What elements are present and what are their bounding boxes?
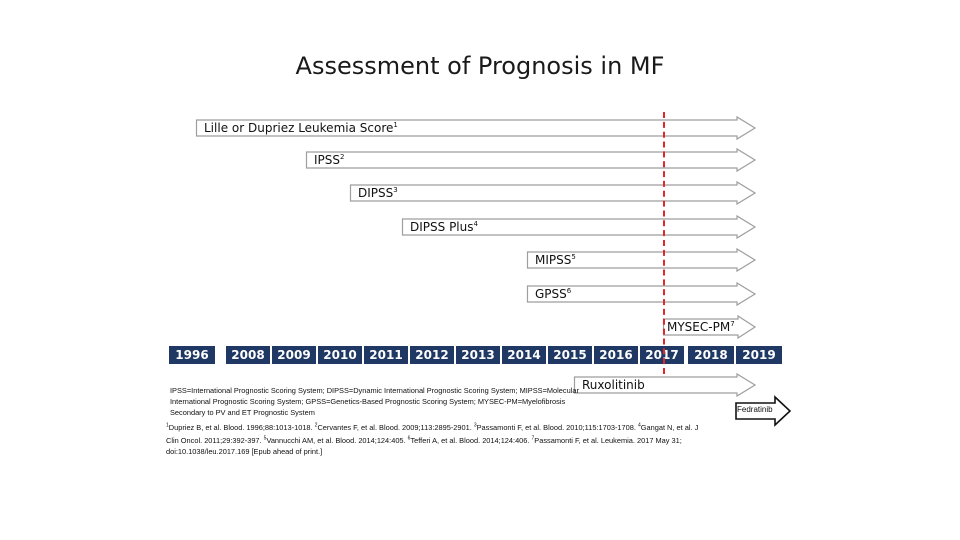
score-ref: 3 <box>393 186 398 194</box>
reference-item: $^7$Passamonti F, et al. Leukemia. 2017 May 31; doi:10.1038/leu.2017.169 [Epub ahead of print.] <box>166 435 682 456</box>
reference-item: $^6$Tefferi A, et al. Blood. 2014;124:406. <box>407 435 532 445</box>
reference-item: $^2$Cervantes F, et al. Blood. 2009;113:2895-2901. <box>314 423 474 433</box>
reference-item: $^5$Vannucchi AM, et al. Blood. 2014;124:405. <box>263 435 408 445</box>
year-cell-2013: 2013 <box>456 346 500 364</box>
score-ref: 4 <box>473 220 478 228</box>
score-label: IPSS <box>314 153 341 167</box>
therapy-label: Fedratinib <box>737 405 773 414</box>
reference-item: $^1$Dupriez B, et al. Blood. 1996;88:1013-1018. <box>166 423 315 433</box>
score-ref: 2 <box>340 153 345 161</box>
score-label: GPSS <box>535 287 567 301</box>
year-cell-2012: 2012 <box>410 346 454 364</box>
year-cell-2017: 2017 <box>640 346 684 364</box>
score-label: DIPSS <box>358 186 394 200</box>
year-cell-2014: 2014 <box>502 346 546 364</box>
score-label: DIPSS Plus <box>410 220 474 234</box>
year-cell-2008: 2008 <box>226 346 270 364</box>
score-ref: 1 <box>393 121 398 129</box>
score-arrow-gpss <box>527 283 756 305</box>
current-year-marker-line <box>663 112 665 374</box>
year-cell-2016: 2016 <box>594 346 638 364</box>
therapy-label: Ruxolitinib <box>582 378 645 392</box>
score-label: MIPSS <box>535 253 572 267</box>
score-ref: 6 <box>566 287 572 295</box>
score-ref: 5 <box>571 253 576 261</box>
year-cell-2018: 2018 <box>688 346 734 364</box>
reference-item: $^4$Gangat N, et al. J Clin Oncol. 2011;29:392-397. <box>166 423 699 445</box>
score-arrow-dipss-plus <box>402 216 756 238</box>
year-cell-2015: 2015 <box>548 346 592 364</box>
year-cell-2019: 2019 <box>736 346 782 364</box>
therapy-arrow-fedratinib <box>735 396 791 426</box>
year-cell-2009: 2009 <box>272 346 316 364</box>
score-arrow-dipss <box>350 182 756 204</box>
year-axis <box>169 346 782 364</box>
therapy-arrow-ruxolitinib <box>574 374 756 396</box>
score-label: Lille or Dupriez Leukemia Score <box>204 121 394 135</box>
year-cell-1996: 1996 <box>169 346 215 364</box>
score-arrow-lille <box>196 117 756 139</box>
year-cell-2010: 2010 <box>318 346 362 364</box>
abbreviations-footnote: IPSS=International Prognostic Scoring System; DIPSS=Dynamic International Prognostic Scoring System; MIPSS=Molecular International Prognostic Scoring System; GPSS=Genetics-Based Prognostic Scoring System; MYSEC-PM=Myelofibrosis Secondary to PV and ET Prognostic System <box>170 386 579 417</box>
references-footnote <box>166 421 706 457</box>
reference-item: $^3$Passamonti F, et al. Blood. 2010;115:1703-1708. <box>473 423 638 433</box>
slide-title: Assessment of Prognosis in MF <box>295 52 665 80</box>
score-label: MYSEC-PM <box>667 320 731 334</box>
score-ref: 7 <box>730 320 735 328</box>
score-arrow-mysec-pm <box>663 316 756 338</box>
score-arrow-ipss <box>306 149 756 171</box>
year-cell-2011: 2011 <box>364 346 408 364</box>
score-arrow-mipss <box>527 249 756 271</box>
